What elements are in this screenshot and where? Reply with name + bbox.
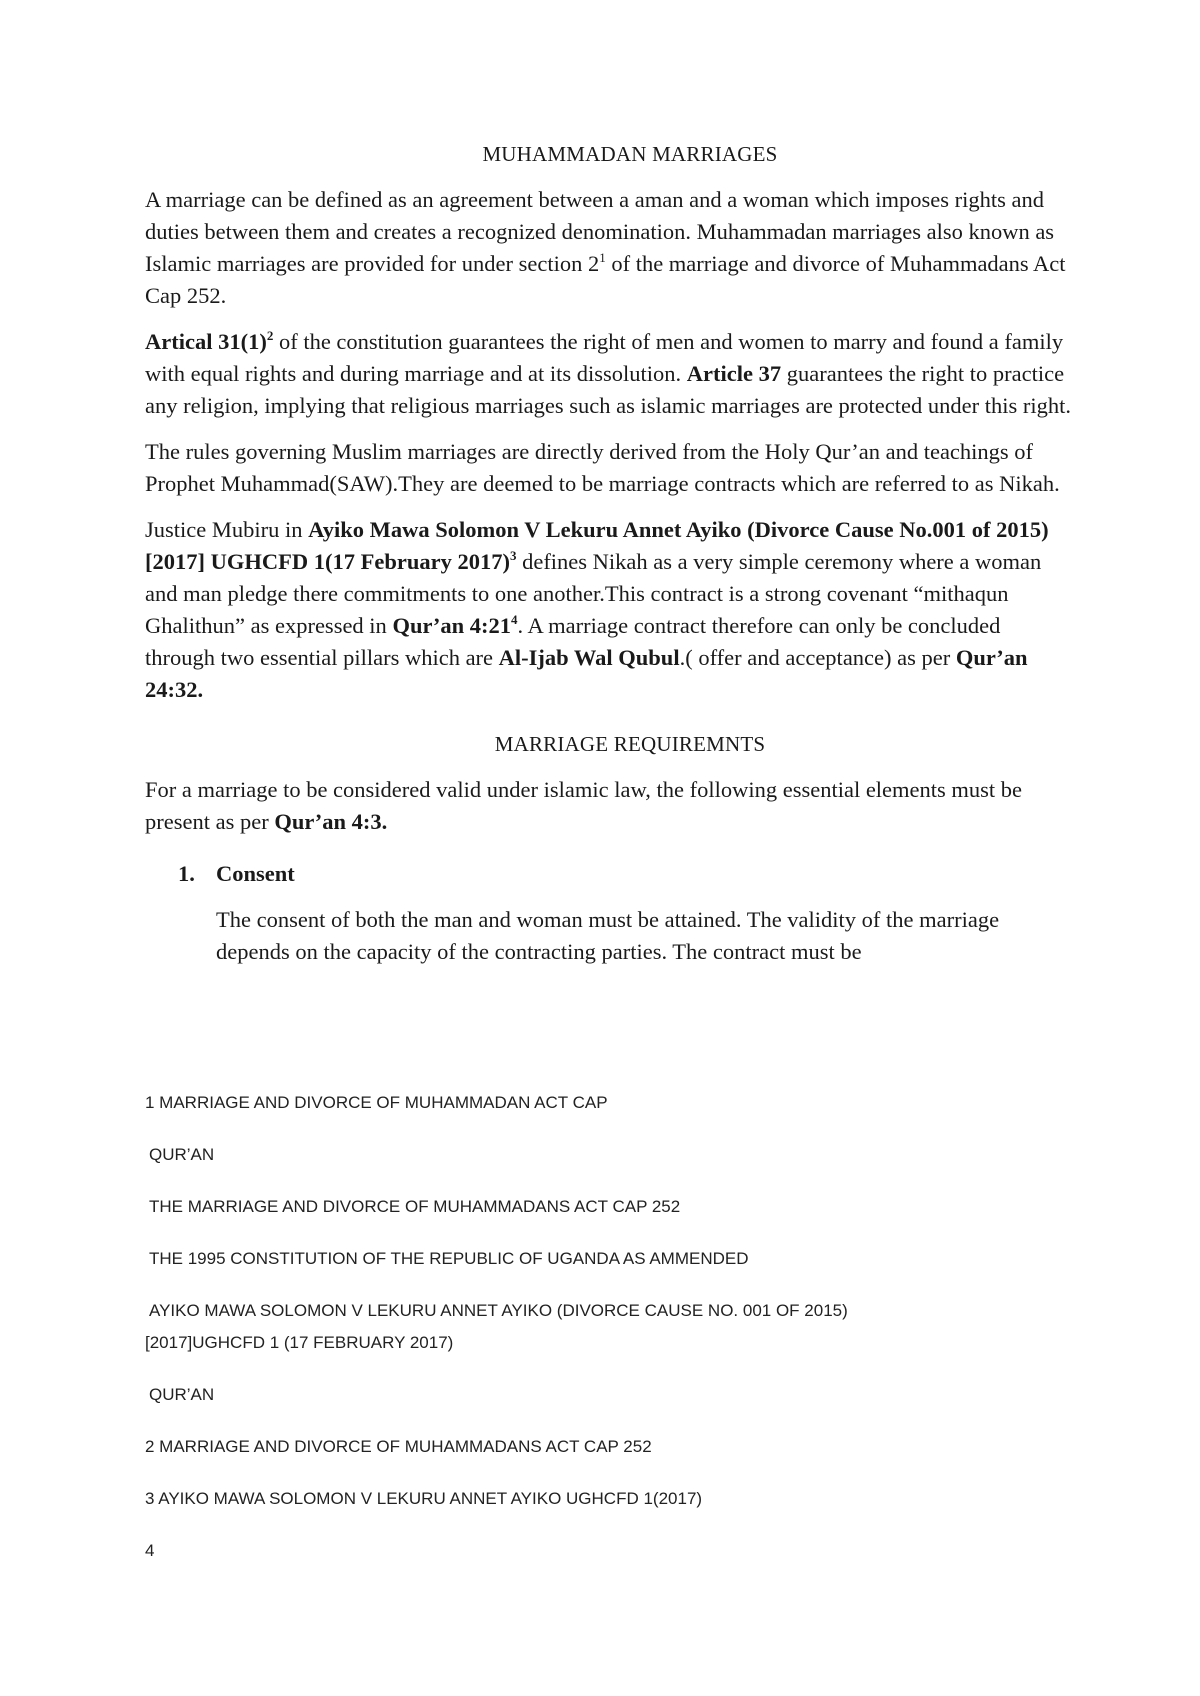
footnote: THE 1995 CONSTITUTION OF THE REPUBLIC OF UGANDA AS AMMENDED	[149, 1249, 749, 1268]
paragraph-definition	[145, 184, 1075, 312]
paragraph-text: of the constitution guarantees the right of men and women to marry and found a family with equal rights and during marriage and at its dissolution.	[145, 329, 1064, 386]
bold-reference: Qur’an 24:32.	[145, 645, 1028, 702]
section-heading: MARRIAGE REQUIREMNTS	[494, 732, 766, 756]
bold-reference: Article 37	[686, 361, 782, 386]
footnote: 3 AYIKO MAWA SOLOMON V LEKURU ANNET AYIKO UGHCFD 1(2017)	[145, 1489, 703, 1508]
bold-reference: Al-Ijab Wal Qubul	[498, 645, 680, 670]
bold-reference: Qur’an 4:3.	[274, 809, 388, 834]
footnote-ref: 3	[509, 548, 517, 563]
paragraph-rules	[145, 436, 1075, 500]
bold-reference: Qur’an 4:21	[392, 613, 511, 638]
paragraph-text: A marriage can be defined as an agreement between a aman and a woman which imposes rights and duties between them and creates a recognized denomination. Muhammadan marriages also known as Islamic marriages are provided for under section 2	[145, 187, 1055, 276]
footnote: THE MARRIAGE AND DIVORCE OF MUHAMMADANS ACT CAP 252	[149, 1197, 681, 1216]
paragraph-text: For a marriage to be considered valid under islamic law, the following essential elements must be present as per	[145, 777, 1023, 834]
footnote: [2017]UGHCFD 1 (17 FEBRUARY 2017)	[145, 1333, 454, 1352]
document-body	[145, 138, 1075, 968]
paragraph-text: defines Nikah as a very simple ceremony where a woman and man pledge there commitments to one another.This contract is a strong covenant “mithaqun Ghalithun” as expressed in	[145, 549, 1042, 638]
requirement-label: Consent	[216, 861, 295, 886]
paragraph-case-law	[145, 514, 1075, 706]
paragraph-text: guarantees the right to practice any religion, implying that religious marriages such as islamic marriages are protected under this right.	[145, 361, 1071, 418]
footnote: 1 MARRIAGE AND DIVORCE OF MUHAMMADAN ACT CAP	[145, 1093, 608, 1112]
list-number: 1.	[178, 861, 195, 886]
footnote: QUR’AN	[149, 1145, 215, 1164]
bold-reference: Artical 31(1)	[145, 329, 267, 354]
document-title: MUHAMMADAN MARRIAGES	[482, 142, 778, 166]
footnote-ref: 1	[599, 250, 606, 265]
paragraph-text: Justice Mubiru in	[145, 517, 309, 542]
paragraph-requirements-intro	[145, 774, 1075, 838]
paragraph-text: . A marriage contract therefore can only be concluded through two essential pillars which are	[145, 613, 1001, 670]
footnote-ref: 2	[266, 328, 274, 343]
paragraph-text: .( offer and acceptance) as per	[679, 645, 956, 670]
footnote: 2 MARRIAGE AND DIVORCE OF MUHAMMADANS ACT CAP 252	[145, 1437, 652, 1456]
bold-reference: Ayiko Mawa Solomon V Lekuru Annet Ayiko (Divorce Cause No.001 of 2015)[2017] UGHCFD 1(17 February 2017)	[145, 517, 1049, 574]
footnote: 4	[145, 1541, 155, 1560]
requirement-text: The consent of both the man and woman must be attained. The validity of the marriage depends on the capacity of the contracting parties. The contract must be	[216, 907, 1000, 964]
requirement-heading	[145, 858, 1075, 890]
footnote-ref: 4	[510, 612, 518, 627]
paragraph-text: The rules governing Muslim marriages are directly derived from the Holy Qur’an and teachings of Prophet Muhammad(SAW).They are deemed to be marriage contracts which are referred to as Nikah.	[145, 439, 1060, 496]
paragraph-text: of the marriage and divorce of Muhammadans Act Cap 252.	[145, 251, 1066, 308]
footnotes-section	[145, 1090, 1105, 1564]
paragraph-constitution	[145, 326, 1075, 422]
footnote: AYIKO MAWA SOLOMON V LEKURU ANNET AYIKO (DIVORCE CAUSE NO. 001 OF 2015)	[149, 1301, 848, 1320]
footnote: QUR’AN	[149, 1385, 215, 1404]
